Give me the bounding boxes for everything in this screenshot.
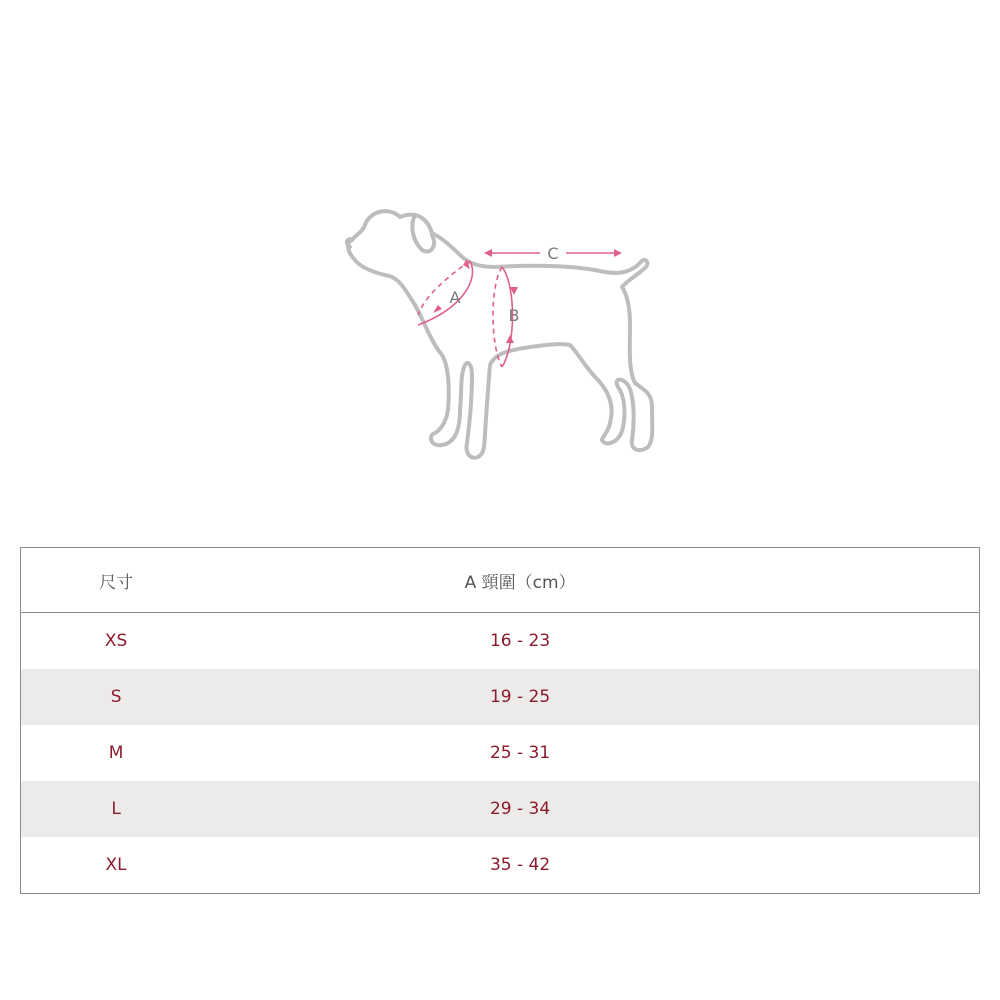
dog-silhouette [348,211,652,458]
dog-measurement-diagram [330,195,670,475]
measure-b-arrow-bottom-icon [506,335,514,343]
table-row [21,725,979,781]
neck-cell: 29 - 34 [489,799,551,819]
table-header-row [21,548,979,613]
table-row [21,669,979,725]
measure-c-label: C [547,244,559,263]
size-cell: XL [105,855,127,875]
size-chart-table [20,547,980,894]
measure-a-arrow-bottom-icon [433,305,442,313]
neck-cell: 25 - 31 [489,743,551,763]
measure-b-dashed-front [493,267,502,367]
measure-b-label: B [508,306,520,325]
dog-outline-illustration [330,195,670,475]
size-cell: XS [104,631,128,651]
neck-cell: 16 - 23 [489,631,551,651]
neck-cell: 35 - 42 [489,855,551,875]
table-row [21,613,979,669]
measure-a-dashed-front [418,261,470,315]
table-row [21,837,979,893]
size-cell: M [108,743,124,763]
measure-a-solid-back [418,261,473,325]
table-row [21,781,979,837]
size-cell: S [110,687,122,707]
size-cell: L [111,799,121,819]
header-size: 尺寸 [99,572,134,593]
measure-a-label: A [449,288,461,307]
header-neck-girth: A 頸圍（cm） [464,572,576,593]
measure-c-arrow-left-icon [484,249,492,257]
measure-c-arrow-right-icon [614,249,622,257]
neck-cell: 19 - 25 [489,687,551,707]
